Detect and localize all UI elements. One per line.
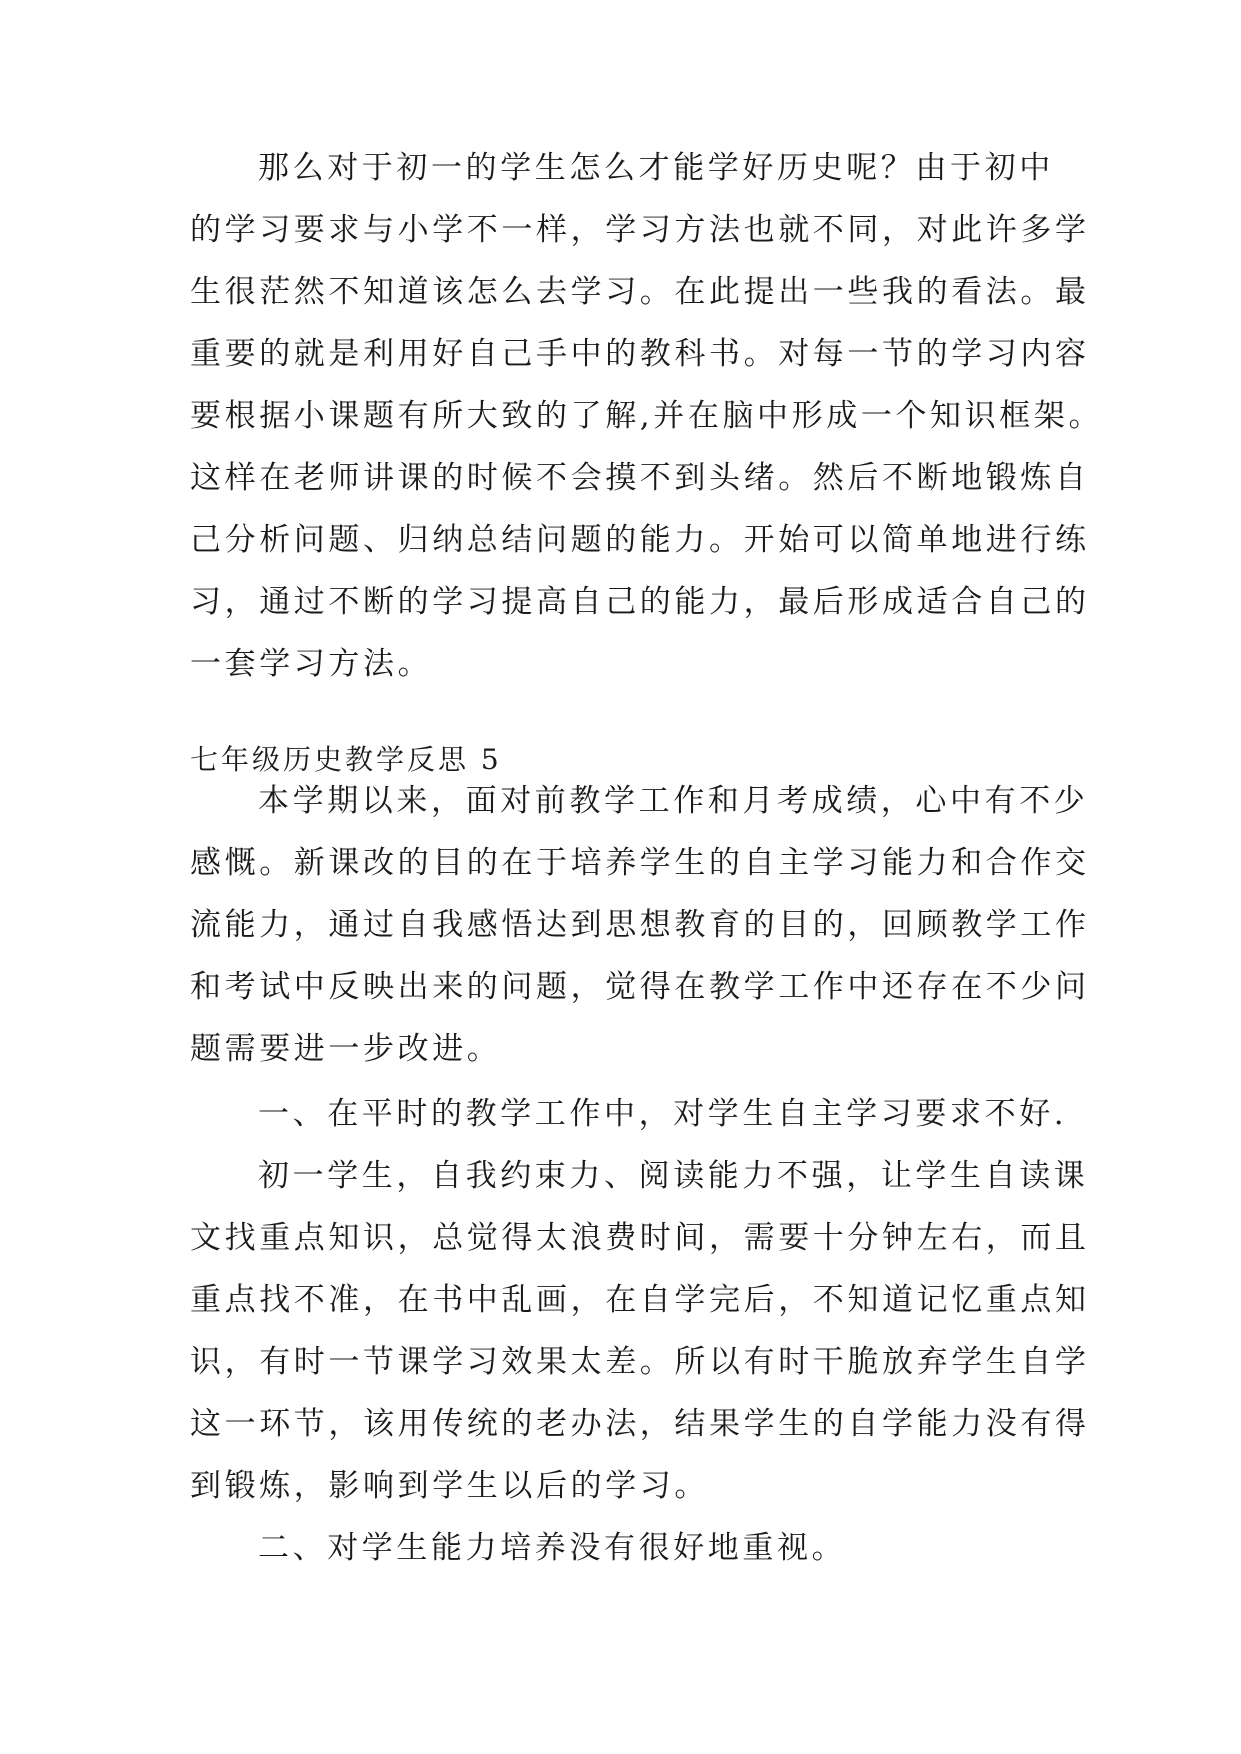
paragraph-line: 初一学生，自我约束力、阅读能力不强，让学生自读课 bbox=[258, 1158, 1089, 1194]
paragraph-line: 这样在老师讲课的时候不会摸不到头绪。然后不断地锻炼自 bbox=[190, 460, 1090, 496]
paragraph-line: 一套学习方法。 bbox=[190, 646, 433, 682]
paragraph-line: 感慨。新课改的目的在于培养学生的自主学习能力和合作交 bbox=[190, 845, 1090, 881]
paragraph-line: 识，有时一节课学习效果太差。所以有时干脆放弃学生自学 bbox=[190, 1344, 1090, 1380]
point-1 bbox=[190, 1083, 1068, 1145]
paragraph-line: 文找重点知识，总觉得太浪费时间，需要十分钟左右，而且 bbox=[190, 1220, 1090, 1256]
paragraph-line: 和考试中反映出来的问题，觉得在教学工作中还存在不少问 bbox=[190, 969, 1090, 1005]
paragraph-line: 那么对于初一的学生怎么才能学好历史呢？由于初中 bbox=[258, 150, 1054, 186]
paragraph-line: 本学期以来，面对前教学工作和月考成绩，心中有不少 bbox=[258, 783, 1089, 819]
paragraph-line: 的学习要求与小学不一样，学习方法也就不同，对此许多学 bbox=[190, 212, 1090, 248]
paragraph-3 bbox=[190, 1145, 1090, 1517]
paragraph-line: 己分析问题、归纳总结问题的能力。开始可以简单地进行练 bbox=[190, 522, 1090, 558]
paragraph-line: 题需要进一步改进。 bbox=[190, 1031, 502, 1067]
paragraph-line: 重点找不准，在书中乱画，在自学完后，不知道记忆重点知 bbox=[190, 1282, 1090, 1318]
section-heading: 七年级历史教学反思 5 bbox=[190, 743, 502, 776]
paragraph-line: 习，通过不断的学习提高自己的能力，最后形成适合自己的 bbox=[190, 584, 1090, 620]
paragraph-1 bbox=[190, 137, 1104, 695]
paragraph-line: 要根据小课题有所大致的了解,并在脑中形成一个知识框架。 bbox=[190, 398, 1104, 434]
paragraph-line: 流能力，通过自我感悟达到思想教育的目的，回顾教学工作 bbox=[190, 907, 1090, 943]
point-2 bbox=[190, 1517, 1050, 1579]
paragraph-2 bbox=[190, 770, 1090, 1080]
point-heading: 一、在平时的教学工作中，对学生自主学习要求不好. bbox=[258, 1096, 1068, 1132]
paragraph-line: 重要的就是利用好自己手中的教科书。对每一节的学习内容 bbox=[190, 336, 1090, 372]
paragraph-line: 到锻炼，影响到学生以后的学习。 bbox=[190, 1468, 709, 1504]
paragraph-line: 生很茫然不知道该怎么去学习。在此提出一些我的看法。最 bbox=[190, 274, 1090, 310]
paragraph-line: 这一环节，该用传统的老办法，结果学生的自学能力没有得 bbox=[190, 1406, 1090, 1442]
point-heading: 二、对学生能力培养没有很好地重视。 bbox=[258, 1530, 847, 1566]
